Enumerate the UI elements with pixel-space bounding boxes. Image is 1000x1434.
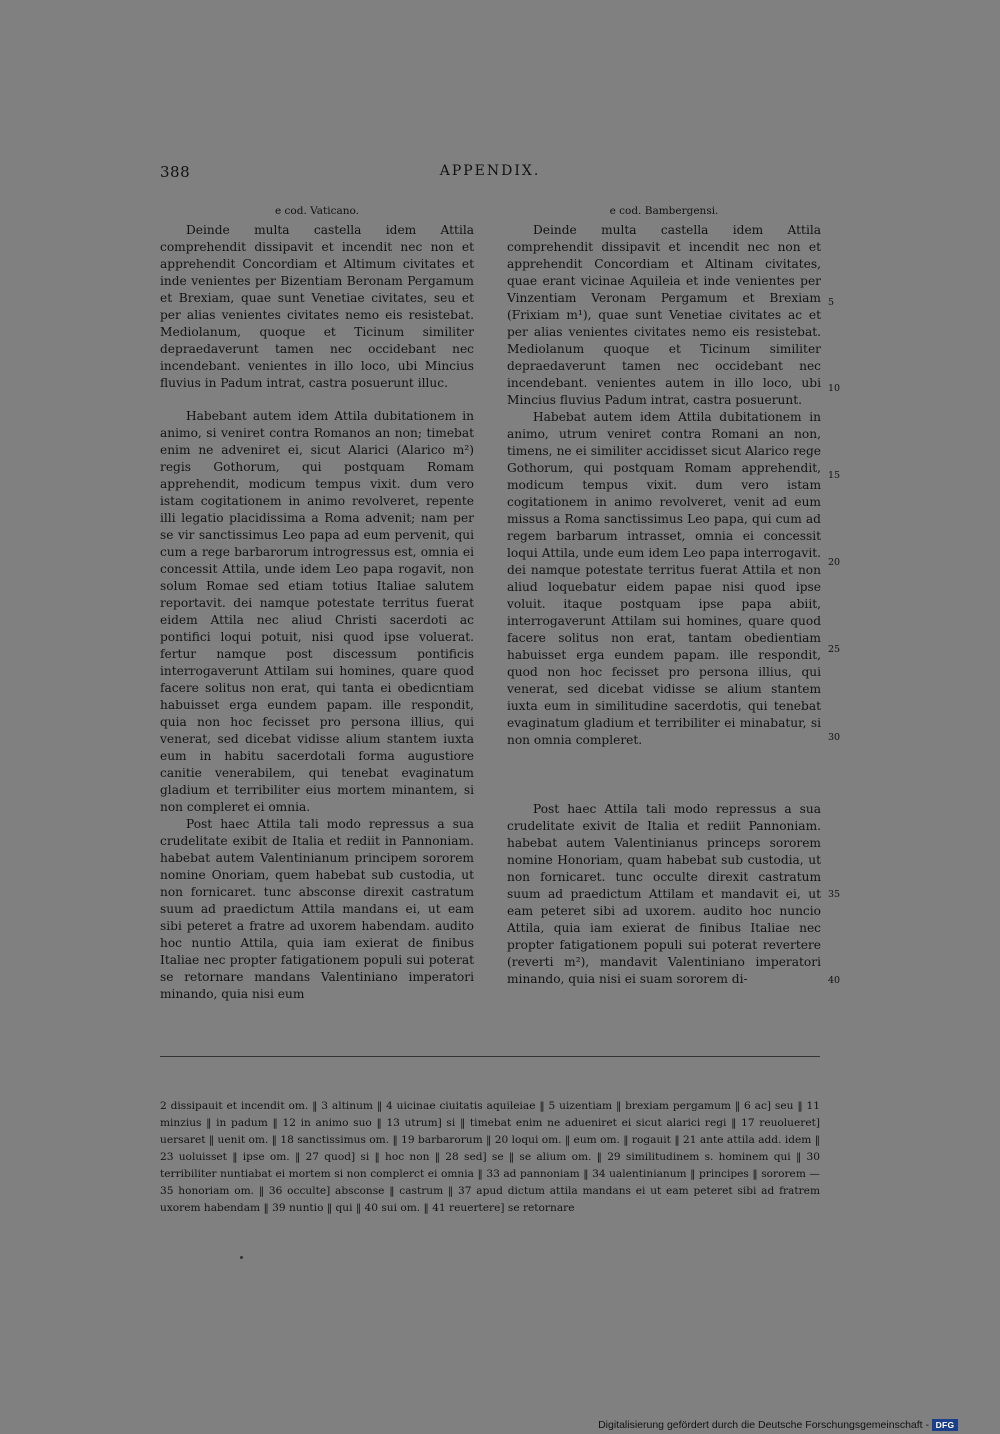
right-column-heading: e cod. Bambergensi. bbox=[609, 205, 719, 217]
line-number: 25 bbox=[828, 644, 841, 655]
line-number: 30 bbox=[828, 732, 841, 743]
line-number: 20 bbox=[828, 557, 841, 568]
left-column-heading: e cod. Vaticano. bbox=[275, 205, 359, 217]
line-number: 10 bbox=[828, 383, 841, 394]
critical-apparatus: 2 dissipauit et incendit om. ‖ 3 altinum ‖ 4 uicinae ciuitatis aquileiae ‖ 5 uizentiam ‖ brexiam pergamum ‖ 6 ac] seu ‖ 11 minzius ‖ in padum ‖ 12 in animo suo ‖ 13 utrum] si ‖ timebat enim ne adueniret ei sicut alarici regi ‖ 17 reuolueret] uersaret ‖ uenit om. ‖ 18 sanctissimus om. ‖ 19 barbarorum ‖ 20 loqui om. ‖ eum om. ‖ rogauit ‖ 21 ante attila add. idem ‖ 23 uoluisset ‖ ipse om. ‖ 27 quod] si ‖ hoc non ‖ 28 sed] se ‖ se alium om. ‖ 29 similitudinem s. hominem qui ‖ 30 terribiliter nuntiabat ei mortem si non complerct ei omnia ‖ 33 ad pannoniam ‖ 34 ualentinianum ‖ principes ‖ sororem — 35 honoriam om. ‖ 36 occulte] absconse ‖ castrum ‖ 37 apud dictum attila mandans ei ut eam peteret sibi ad fratrem uxorem habendam ‖ 39 nuntio ‖ qui ‖ 40 sui om. ‖ 41 reuertere] se retornare bbox=[160, 1100, 820, 1214]
page-header bbox=[160, 163, 820, 183]
right-paragraph-2: Habebat autem idem Attila dubitationem in animo, utrum veniret contra Romani an non, timens, ne ei similiter accidisset sicut Alarico rege Gothorum, qui postquam Romam apprehendit, modicum tempus vixit. dum vero istam cogitationem in animo revolveret, venit ad eum missus a Roma sanctissimus Leo papa, qui cum ad regem barbarum intrasset, omnia ei concessit loqui Attila, unde eum idem Leo papa interrogavit. dei namque potestate territus fuerat Attila et non aliud loquebatur eidem papae nisi quod ipse voluit. itaque postquam ipse papa abiit, interrogaverunt Attilam sui homines, quare quod facere solitus non erat, tantam obedientiam habuisset erga eundem papam. ille respondit, quod non hoc fecisset pro persona illius, qui venerat, sed dicebat vidisse se alium stantem iuxta eum in similitudine sacerdotis, qui tenebat evaginatum gladium et terribiliter ei minabatur, si non omnia compleret. bbox=[507, 410, 821, 747]
footer-credit bbox=[598, 1418, 958, 1432]
line-number: 40 bbox=[828, 975, 841, 986]
page-number: 388 bbox=[160, 163, 191, 181]
left-column bbox=[160, 203, 474, 1003]
left-paragraph-3: Post haec Attila tali modo repressus a sua crudelitate exibit de Italia et rediit in Pannoniam. habebat autem Valentinianum principem sororem nomine Onoriam, quem habebat sub custodia, ut non fornicaret. tunc absconse direxit castratum suum ad praedictum Attila mandans ei, ut eam sibi peteret a fratre ad uxorem habendam. audito hoc nuntio Attila, quia iam exierat de finibus Italiae nec propter fatigationem populi sui poterat se retornare mandans Valentiniano imperatori minando, quia nisi eum bbox=[160, 817, 474, 1001]
right-column bbox=[507, 203, 821, 988]
footnote-separator bbox=[160, 1056, 820, 1057]
line-number: 35 bbox=[828, 889, 841, 900]
right-paragraph-3: Post haec Attila tali modo repressus a sua crudelitate exivit de Italia et rediit Pannoniam. habebat autem Valentinianus princeps sororem nomine Honoriam, quam habebat sub custodia, ut non fornicaret. tunc occulte direxit castratum suum ad praedictum Attilam et mandavit ei, ut eam peteret sibi ad uxorem. audito hoc nuncio Attila, quia iam exierat de finibus Italiae nec propter fatigationem populi sui poterat revertere (reverti m²), mandavit Valentiniano imperatori minando, quia nisi ei suam sororem di- bbox=[507, 802, 821, 986]
footer-credit-text: Digitalisierung gefördert durch die Deutsche Forschungsgemeinschaft - bbox=[598, 1419, 929, 1431]
left-paragraph-2: Habebant autem idem Attila dubitationem in animo, si veniret contra Romanos an non; timebat enim ne adveniret ei, sicut Alarici (Alarico m²) regis Gothorum, qui postquam Romam apprehendit, modicum tempus vixit. dum vero istam cogitationem in animo revolveret, repente illi legatio placidissima a Roma advenit; nam per se vir sanctissimus Leo papa ad eum pervenit, qui cum a rege barbarorum introgressus est, omnia ei concessit Attila, unde idem Leo papa rogavit, non solum Romae sed etiam totius Italiae salutem reportavit. dei namque potestate territus fuerat eidem Attila nec aliud Christi sacerdoti ac pontifici loqui potuit, nisi quod ipse voluerat. fertur namque post discessum pontificis interrogaverunt Attilam sui homines, quare quod facere solitus non erat, qui tanta ei obedicntiam habuisset erga eundem papam. ille respondit, quia non hoc fecisset pro persona illius, qui venerat, sed dicebat vidisse alium stantem iuxta eum in habitu sacerdotali forma augustiore canitie venerabilem, qui tenebat evaginatum gladium et terribiliter eius mortem minantem, si non compleret ei omnia. bbox=[160, 409, 474, 814]
line-number: 15 bbox=[828, 470, 841, 481]
running-title: APPENDIX. bbox=[439, 163, 541, 179]
dfg-logo: DFG bbox=[932, 1419, 958, 1431]
left-paragraph-1: Deinde multa castella idem Attila comprehendit dissipavit et incendit nec non et apprehendit Concordiam et Altimum civitates et inde venientes per Bizentiam Beronam Pergamum et Brexiam, quae sunt Venetiae civitates, seu et per alias venientes civitates nemo eis resistebat. Mediolanum, quoque et Ticinum similiter depraedaverunt tamen nec occidebant nec incendebant. venientes in illo loco, ubi Mincius fluvius in Padum intrat, castra posuerunt illuc. bbox=[160, 223, 474, 390]
line-number: 5 bbox=[828, 297, 835, 308]
right-paragraph-1: Deinde multa castella idem Attila comprehendit dissipavit et incendit nec non et apprehendit Concordiam et Altinam civitates, quae erant vicinae Aquileia et inde venientes per Vinzentiam Veronam Pergamum et Brexiam (Frixiam m¹), quae sunt Venetiae civitates ac et per alias venientes civitates nemo eis resistebat. Mediolanum quoque et Ticinum similiter depraedaverunt tamen nec occidebant nec incendebant. venientes autem in illo loco, ubi Mincius fluvius Padum intrat, castra posuerunt. bbox=[507, 223, 821, 407]
stray-dot bbox=[240, 1256, 243, 1259]
